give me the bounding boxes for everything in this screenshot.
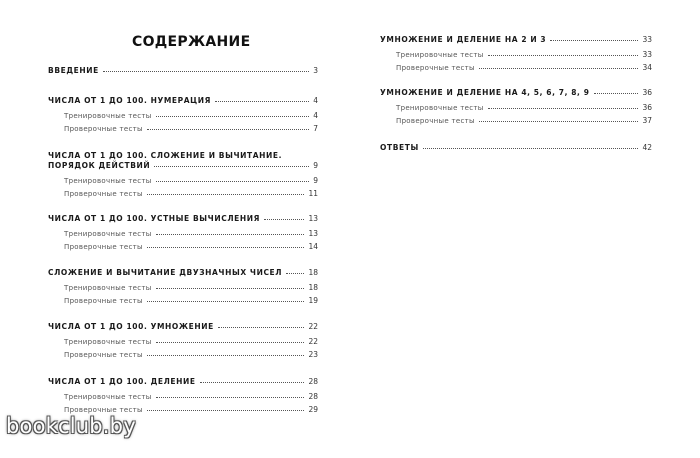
toc-entry-section-two-digit[interactable] — [48, 268, 318, 277]
toc-page-number: 18 — [308, 283, 318, 292]
toc-page-number: 9 — [313, 176, 318, 185]
dot-leader — [156, 181, 310, 182]
toc-subentry-training[interactable] — [48, 283, 318, 292]
toc-entry-section-division[interactable] — [48, 377, 318, 386]
toc-subentry-label: Тренировочные тесты — [64, 393, 152, 401]
dot-leader — [147, 410, 305, 411]
toc-entry-label: ВВЕДЕНИЕ — [48, 66, 99, 75]
dot-leader — [147, 301, 305, 302]
toc-entry-label: ЧИСЛА ОТ 1 ДО 100. НУМЕРАЦИЯ — [48, 96, 211, 105]
toc-subentry-check[interactable] — [48, 405, 318, 414]
dot-leader — [147, 129, 309, 130]
toc-page-number: 13 — [308, 214, 318, 223]
dot-leader — [147, 247, 305, 248]
toc-page-number: 28 — [308, 377, 318, 386]
toc-subentry-check[interactable] — [48, 124, 318, 133]
dot-leader — [488, 55, 639, 56]
toc-entry-section-mult-2-3[interactable] — [380, 35, 652, 44]
dot-leader — [103, 71, 309, 72]
dot-leader — [156, 234, 305, 235]
toc-subentry-training[interactable] — [380, 50, 652, 59]
toc-subentry-label: Тренировочные тесты — [64, 338, 152, 346]
toc-subentry-label: Проверочные тесты — [64, 243, 143, 251]
dot-leader — [156, 288, 305, 289]
toc-subentry-label: Тренировочные тесты — [64, 112, 152, 120]
toc-subentry-check[interactable] — [48, 242, 318, 251]
dot-leader — [550, 40, 638, 41]
dot-leader — [286, 273, 304, 274]
toc-entry-label: СЛОЖЕНИЕ И ВЫЧИТАНИЕ ДВУЗНАЧНЫХ ЧИСЕЛ — [48, 268, 283, 277]
toc-subentry-label: Проверочные тесты — [64, 406, 143, 414]
toc-page-number: 19 — [308, 296, 318, 305]
dot-leader — [218, 327, 305, 328]
toc-page-number: 42 — [642, 143, 652, 152]
toc-entry-label: ЧИСЛА ОТ 1 ДО 100. УМНОЖЕНИЕ — [48, 322, 214, 331]
toc-subentry-label: Проверочные тесты — [64, 297, 143, 305]
toc-page-number: 4 — [313, 111, 318, 120]
toc-subentry-check[interactable] — [48, 189, 318, 198]
toc-entry-section-mult-4-9[interactable] — [380, 88, 652, 97]
toc-entry-label: УМНОЖЕНИЕ И ДЕЛЕНИЕ НА 4, 5, 6, 7, 8, 9 — [380, 88, 590, 97]
toc-page-number: 36 — [642, 103, 652, 112]
dot-leader — [479, 121, 639, 122]
toc-page-number: 36 — [642, 88, 652, 97]
toc-entry-label: ЧИСЛА ОТ 1 ДО 100. УСТНЫЕ ВЫЧИСЛЕНИЯ — [48, 214, 260, 223]
toc-subentry-label: Проверочные тесты — [64, 351, 143, 359]
toc-entry-label-line1: ЧИСЛА ОТ 1 ДО 100. СЛОЖЕНИЕ И ВЫЧИТАНИЕ. — [48, 151, 283, 160]
toc-page-number: 29 — [308, 405, 318, 414]
dot-leader — [264, 219, 304, 220]
toc-subentry-label: Проверочные тесты — [396, 117, 475, 125]
toc-subentry-label: Тренировочные тесты — [396, 51, 484, 59]
toc-entry-label: УМНОЖЕНИЕ И ДЕЛЕНИЕ НА 2 И 3 — [380, 35, 547, 44]
toc-page-number: 13 — [308, 229, 318, 238]
toc-entry-introduction[interactable] — [48, 66, 318, 75]
dot-leader — [154, 166, 309, 167]
toc-page-number: 22 — [308, 337, 318, 346]
toc-subentry-label: Тренировочные тесты — [64, 230, 152, 238]
toc-page-number: 14 — [308, 242, 318, 251]
toc-page-number: 4 — [313, 96, 318, 105]
dot-leader — [147, 194, 305, 195]
toc-subentry-check[interactable] — [380, 63, 652, 72]
toc-entry-section-addition[interactable] — [48, 151, 318, 170]
toc-entry-section-multiplication[interactable] — [48, 322, 318, 331]
toc-subentry-label: Проверочные тесты — [396, 64, 475, 72]
toc-subentry-training[interactable] — [48, 392, 318, 401]
toc-page-number: 11 — [308, 189, 318, 198]
toc-subentry-training[interactable] — [48, 176, 318, 185]
page-title: СОДЕРЖАНИЕ — [132, 34, 251, 50]
toc-entry-section-numeration[interactable] — [48, 96, 318, 105]
toc-subentry-check[interactable] — [48, 296, 318, 305]
toc-subentry-check[interactable] — [380, 116, 652, 125]
dot-leader — [423, 148, 639, 149]
watermark: bookclub.by — [6, 414, 136, 438]
toc-entry-label: ОТВЕТЫ — [380, 143, 419, 152]
toc-subentry-training[interactable] — [48, 111, 318, 120]
toc-page-number: 7 — [313, 124, 318, 133]
toc-subentry-label: Проверочные тесты — [64, 125, 143, 133]
toc-subentry-training[interactable] — [48, 337, 318, 346]
toc-page-number: 9 — [313, 161, 318, 170]
toc-entry-label-line2: ПОРЯДОК ДЕЙСТВИЙ — [48, 161, 151, 170]
dot-leader — [488, 108, 639, 109]
toc-page-number: 34 — [642, 63, 652, 72]
toc-page-number: 18 — [308, 268, 318, 277]
dot-leader — [479, 68, 639, 69]
dot-leader — [594, 93, 639, 94]
toc-subentry-training[interactable] — [380, 103, 652, 112]
dot-leader — [156, 342, 305, 343]
toc-subentry-label: Проверочные тесты — [64, 190, 143, 198]
toc-entry-section-mental[interactable] — [48, 214, 318, 223]
toc-page-number: 33 — [642, 35, 652, 44]
toc-page-number: 23 — [308, 350, 318, 359]
toc-entry-label: ЧИСЛА ОТ 1 ДО 100. ДЕЛЕНИЕ — [48, 377, 196, 386]
toc-subentry-check[interactable] — [48, 350, 318, 359]
dot-leader — [200, 382, 305, 383]
toc-page-number: 28 — [308, 392, 318, 401]
dot-leader — [156, 116, 310, 117]
toc-subentry-training[interactable] — [48, 229, 318, 238]
toc-page-number: 37 — [642, 116, 652, 125]
toc-subentry-label: Тренировочные тесты — [64, 284, 152, 292]
toc-page-number: 33 — [642, 50, 652, 59]
dot-leader — [147, 355, 305, 356]
toc-subentry-label: Тренировочные тесты — [64, 177, 152, 185]
toc-page-number: 3 — [313, 66, 318, 75]
toc-subentry-label: Тренировочные тесты — [396, 104, 484, 112]
dot-leader — [156, 397, 305, 398]
toc-page-number: 22 — [308, 322, 318, 331]
dot-leader — [215, 101, 309, 102]
toc-entry-answers[interactable] — [380, 143, 652, 152]
